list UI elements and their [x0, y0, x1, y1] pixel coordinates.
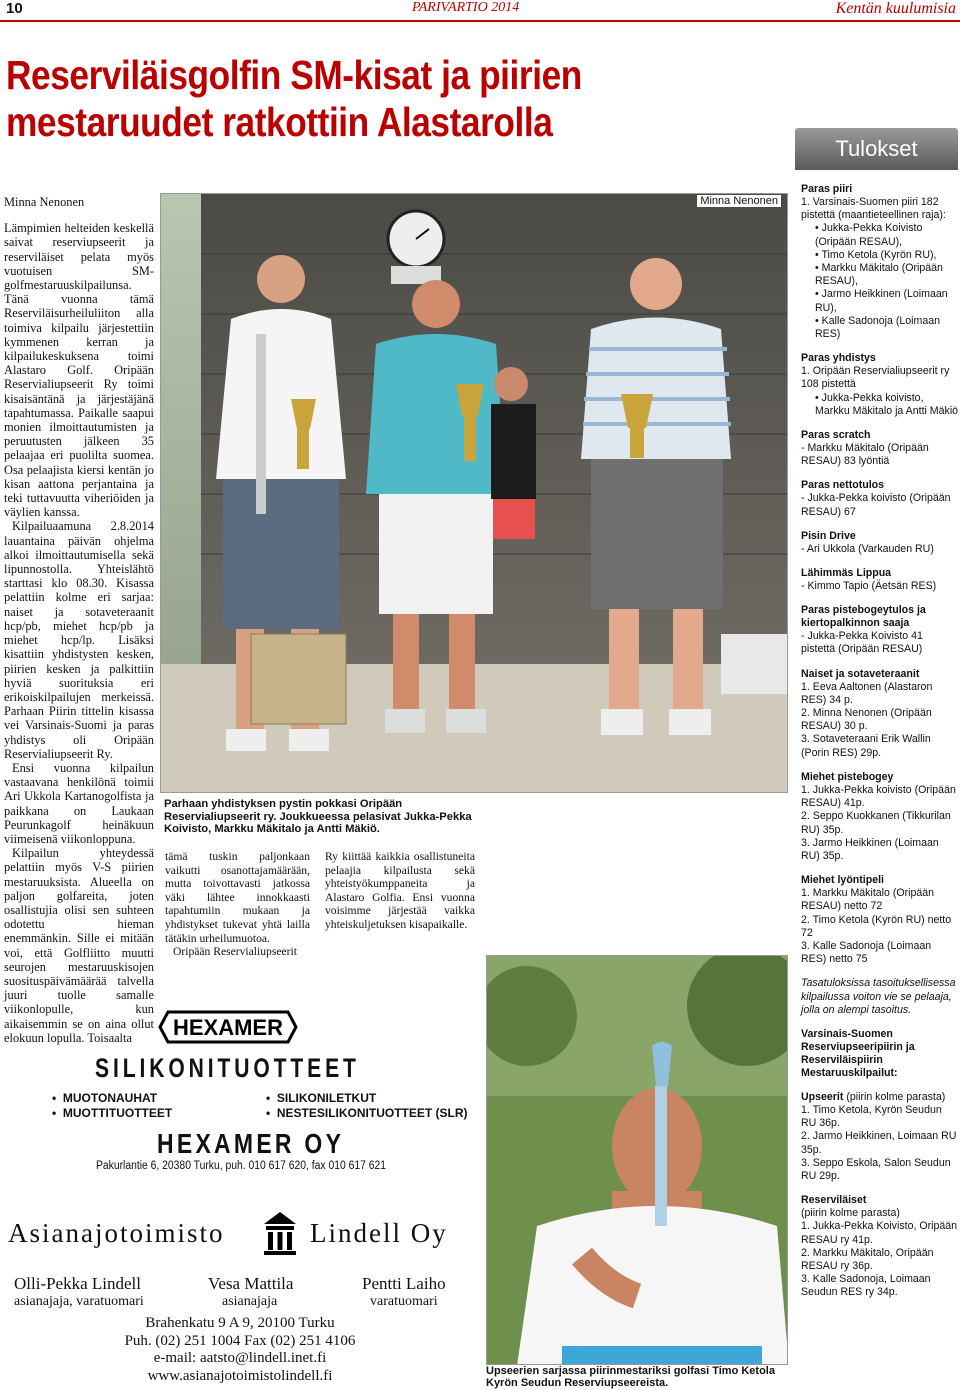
bullet-item: • SILIKONILETKUT [266, 1091, 377, 1105]
building-icon [262, 1210, 298, 1256]
section-title: Kentän kuulumisia [835, 0, 956, 17]
result-title: Paras scratch [801, 429, 871, 442]
lindell-website: www.asianajotoimistolindell.fi [147, 1367, 333, 1384]
result-line: 3. Jarmo Heikkinen (Loimaan RU) 35p. [801, 836, 939, 862]
result-line: 1. Markku Mäkitalo (Oripään RESAU) netto 72 [801, 887, 935, 913]
result-line: 3. Sotaveteraani Erik Wallin (Porin RES) 29p. [801, 733, 931, 759]
result-line: 2. Minna Nenonen (Oripään RESAU) 30 p. [801, 707, 932, 733]
result-line: 1. Jukka-Pekka Koivisto, Oripään RESAU ry 41p. [801, 1220, 958, 1246]
bullet-icon: • [266, 1091, 277, 1105]
result-line: 3. Kalle Sadonoja (Loimaan RES) netto 75 [801, 939, 932, 966]
result-title: Pisin Drive [801, 529, 856, 542]
result-line: - Jukka-Pekka Koivisto 41 pistettä (Oripään RESAU) [801, 630, 923, 656]
hexamer-address: Pakurlantie 6, 20380 Turku, puh. 010 617 620, fax 010 617 621 [96, 1160, 387, 1172]
result-title: Miehet lyöntipeli [801, 874, 884, 887]
result-line: • Jukka-Pekka koivisto, Markku Mäkitalo ja Antti Mäkiö [815, 391, 959, 417]
team-photo [160, 193, 788, 793]
hexamer-bullets-left [52, 1091, 172, 1121]
hexamer-logo [158, 1010, 298, 1044]
photo-credit: Minna Nenonen [697, 195, 781, 207]
result-line: - Jukka-Pekka koivisto (Oripään RESAU) 67 [801, 492, 951, 518]
byline: Minna Nenonen [4, 195, 85, 209]
result-title-text: Upseerit [801, 1090, 844, 1103]
article-column-3: Ry kiittää kaikkia osallistuneita pelaajia kilpailusta sekä yhteistyökumppaneita ja Alastaro Golfia. Ensi vuonna voisimme järjestää vaikka yhteiskuljetuksen kisapaikalle. [325, 850, 475, 931]
bullet-icon: • [52, 1091, 63, 1105]
lawyer-title: asianajaja, varatuomari [14, 1294, 144, 1309]
lindell-word-right: Lindell Oy [310, 1218, 448, 1248]
result-title: Miehet pistebogey [801, 770, 894, 783]
hexamer-company: HEXAMER OY [157, 1128, 345, 1159]
result-line: 1. Timo Ketola, Kyrön Seudun RU 36p. [801, 1103, 942, 1130]
result-line: - Kimmo Tapio (Äetsän RES) [801, 580, 937, 593]
page-number: 10 [6, 0, 23, 17]
result-line: 1. Eeva Aaltonen (Alastaron RES) 34 p. [801, 680, 933, 706]
winner-photo-caption: Upseerien sarjassa piirinmestariksi golfasi Timo Ketola Kyrön Seudun Reserviupseereista. [486, 1365, 775, 1389]
masthead: PARIVARTIO 2014 [412, 0, 520, 15]
lawyer-title: varatuomari [370, 1294, 438, 1309]
bullet-icon: • [52, 1106, 63, 1120]
article-column-2 [165, 850, 310, 959]
result-title: Paras yhdistys [801, 352, 876, 365]
results-tab: Tulokset [795, 128, 958, 170]
result-title: Paras pistebogeytulos ja kiertopalkinnon saaja [801, 604, 926, 630]
article-column-1 [4, 195, 154, 1045]
headline-line-2: mestaruudet ratkottiin Alastarolla [6, 99, 553, 145]
results-note: Tasatuloksissa tasoituksellisessa kilpailussa voiton vie se pelaaja, jolla on alempi tasoitus. [801, 977, 956, 1016]
result-line: 1. Jukka-Pekka koivisto (Oripään RESAU) 41p. [801, 783, 956, 810]
lindell-contact [80, 1315, 400, 1385]
result-title: Lähimmäs Lippua [801, 567, 892, 580]
lindell-logo [262, 1210, 298, 1256]
header-rule [0, 20, 960, 22]
bullet-item: • NESTESILIKONITUOTTEET (SLR) [266, 1106, 468, 1120]
result-line: 2. Jarmo Heikkinen, Loimaan RU 35p. [801, 1130, 957, 1156]
lindell-phone: Puh. (02) 251 1004 Fax (02) 251 4106 [124, 1332, 356, 1349]
result-line: - Ari Ukkola (Varkauden RU) [801, 542, 934, 555]
winner-photo-illustration [487, 956, 788, 1365]
article-paragraph: Kilpailuaamuna 2.8.2014 lauantaina päivän ohjelma alkoi ilmoittautumisella sekä lipunnostolla. Yhteislähtö starttasi klo 08.30. Kisassa pelattiin kolme eri sarjaa: naiset ja sotaveteraanit hcp/pb, miehet hcp/pb ja miehet hcp/lp. Lisäksi kisattiin yhdistysten kesken, piirien kesken ja palkittiin hyviä suorituksia eri erikoiskilpailujen merkeissä. Parhaan Piirin tittelin kisassa vei Varsinais-Suomi ja paras yhdistys oli Oripään Reservialiupseerit Ry. [4, 519, 154, 761]
lawyer-title: asianajaja [222, 1294, 278, 1309]
article-paragraph: Ensi vuonna kilpailun vastaavana henkilönä toimii Ari Ukkola Kartanogolfista ja paikkana on Laukaan Peurunkagolf heinäkuun viimeisenä viikonloppuna. [4, 760, 154, 846]
article-paragraph: tämä tuskin paljonkaan vaikutti osanottajamäärään, mutta toivottavasti jatkossa väki lähtee innokkaasti tapahtumiin mukaan ja yhdistykset tukevat yhtä lailla tätäkin urheilumuotoa. [165, 850, 310, 945]
photo-caption: Parhaan yhdistyksen pystin pokkasi Oripään Reservialiupseerit ry. Joukkueessa pelasivat Jukka-Pekka Koivisto, Markku Mäkitalo ja Antti Mäkiö. [164, 798, 472, 836]
hexamer-logo-icon [158, 1010, 298, 1044]
result-title: Reserviläiset [801, 1194, 867, 1207]
bullet-item: • MUOTTITUOTTEET [52, 1106, 173, 1120]
result-line: 1. Varsinais-Suomen piiri 182 pistettä (maantieteellinen raja): [801, 196, 946, 222]
result-title-suffix: (piirin kolme parasta) [843, 1090, 946, 1103]
results-sidebar [801, 183, 959, 1300]
result-line: 1. Oripään Reservialiupseerit ry 108 pistettä [801, 365, 950, 391]
hexamer-logo-text: HEXAMER [172, 1015, 284, 1040]
lindell-address: Brahenkatu 9 A 9, 20100 Turku [145, 1315, 335, 1331]
article-signature: Oripään Reservialiupseerit [173, 945, 297, 959]
result-line: • Jukka-Pekka Koivisto (Oripään RESAU), [815, 222, 923, 248]
hexamer-tagline: SILIKONITUOTTEET [95, 1053, 360, 1083]
article-paragraph: Lämpimien helteiden keskellä saivat reserviupseerit ja reserviläiset pelata myös vuotuisen SM-golfmestaruuskilpailunsa. Tänä vuonna tämä Reserviläisurheiluliiton alla toimiva kilpailu järjestettiin kymmenen kerran ja kilpailukeskuksena toimi Alastaro Golf. Oripään Reservialiupseerit Ry toimi kisaisäntänä ja järjestäjänä tapahtumassa. Paikalle saapui monien ilmoittautumisten ja peruutusten jälkeen 35 pelaajaa eri puolilta suomea. Osa pelaajista kiersi kentän jo kisan aattona perjantaina ja teki tuttavuutta viheriöiden ja väylien kanssa. [4, 221, 154, 520]
result-title: Naiset ja sotaveteraanit [801, 667, 920, 680]
result-line: 3. Kalle Sadonoja, Loimaan Seudun RES ry 34p. [801, 1273, 931, 1299]
headline-line-1: Reserviläisgolfin SM-kisat ja piirien [6, 52, 582, 98]
result-title [801, 1091, 959, 1104]
lawyer-name: Vesa Mattila [208, 1274, 294, 1293]
result-line: 2. Timo Ketola (Kyrön RU) netto 72 [801, 913, 952, 939]
article-paragraph: Kilpailun yhteydessä pelattiin myös V-S piirien mestaruuksista. Alueella on paljon golfareita, joten osallistujia olisi sen suhteen odotettu hieman enemmänkin. Sille ei mitään voi, että Golfliitto muutti seurojen mestaruuskisojen suosituspäivämäärää talvella juuri tuolle samalle viikonlopulle, kun aikaisemmin se on aina ollut elokuun lopulla. Toisaalta [4, 846, 154, 1045]
bullet-item: • MUOTONAUHAT [52, 1091, 158, 1105]
result-line: • Kalle Sadonoja (Loimaan RES) [815, 314, 941, 341]
result-line: 2. Markku Mäkitalo, Oripään RESAU ry 36p. [801, 1246, 934, 1272]
result-line: 2. Seppo Kuokkanen (Tikkurilan RU) 35p. [801, 810, 951, 836]
result-title: Paras piiri [801, 183, 853, 195]
result-line: • Timo Ketola (Kyrön RU), [815, 248, 937, 261]
winner-photo [486, 955, 788, 1365]
result-line: 3. Seppo Eskola, Salon Seudun RU 29p. [801, 1156, 951, 1182]
lindell-email: e-mail: aatsto@lindell.inet.fi [153, 1350, 327, 1366]
lawyer-name: Olli-Pekka Lindell [14, 1274, 142, 1293]
result-line: (piirin kolme parasta) [801, 1207, 900, 1220]
result-line: • Markku Mäkitalo (Oripään RESAU), [815, 262, 943, 288]
lindell-word-left: Asianajotoimisto [8, 1218, 225, 1248]
bullet-icon: • [266, 1106, 277, 1120]
team-photo-illustration [161, 194, 788, 793]
headline [6, 52, 677, 146]
result-line: - Markku Mäkitalo (Oripään RESAU) 83 lyöntiä [801, 442, 929, 468]
result-title: Paras nettotulos [801, 479, 885, 492]
hexamer-bullets-right [266, 1091, 468, 1121]
results2-title: Varsinais-Suomen Reserviupseeripiirin ja Reserviläispiirin Mestaruuskilpailut: [801, 1027, 915, 1079]
lawyer-name: Pentti Laiho [362, 1274, 446, 1293]
result-line: • Jarmo Heikkinen (Loimaan RU), [815, 288, 948, 314]
